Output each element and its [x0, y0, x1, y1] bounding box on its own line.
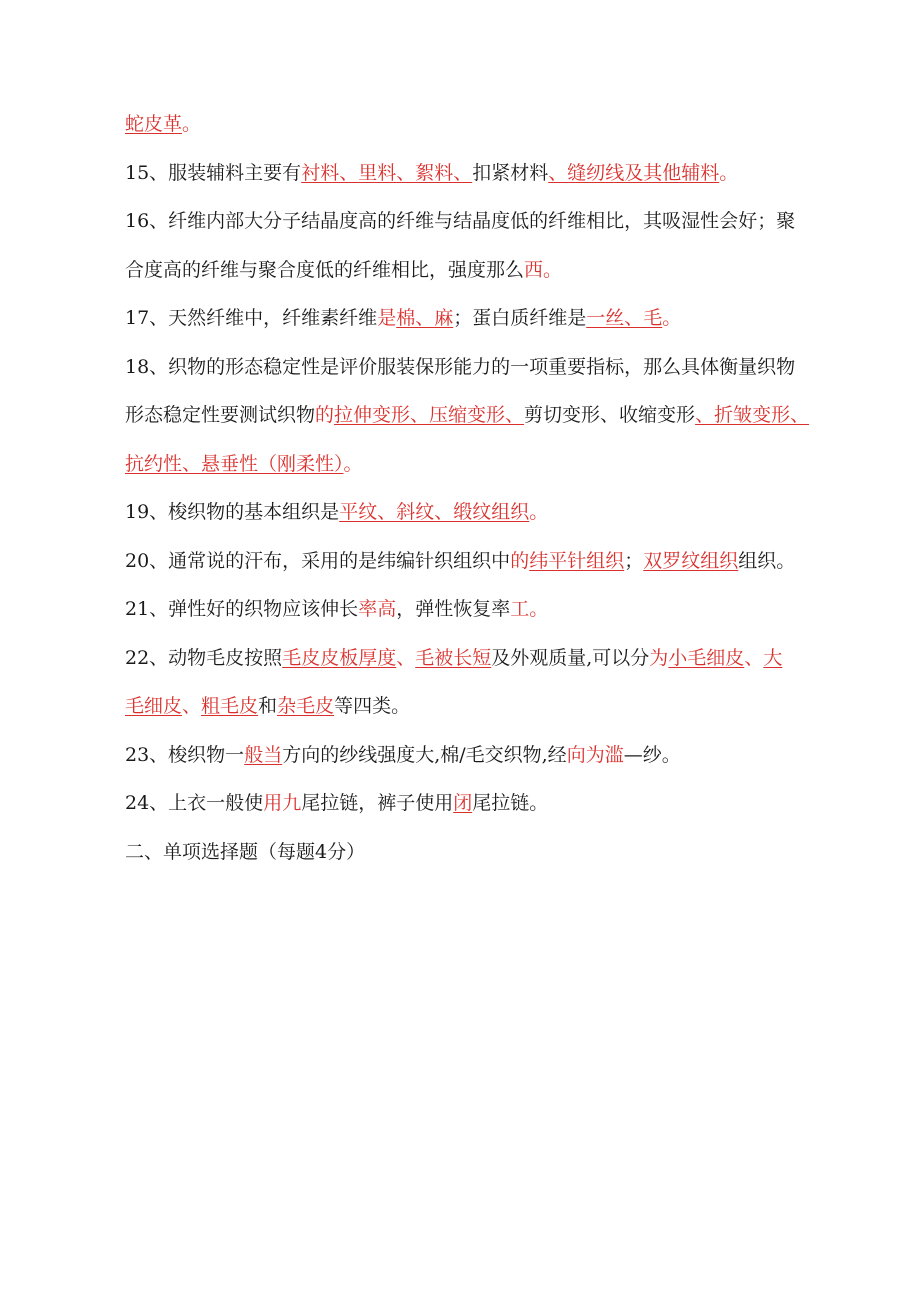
question-text: 剪切变形、收缩变形: [524, 404, 696, 426]
answer-text: 、: [396, 646, 416, 669]
question-text: 尾拉链，裤子使用: [301, 792, 454, 814]
question-text: 24、上衣一般使: [125, 792, 264, 814]
question-text: 尾拉链。: [472, 792, 549, 814]
question-text: 22、动物毛皮按照: [125, 646, 283, 669]
text-line: [125, 840, 840, 865]
text-line: [125, 355, 840, 380]
question-text: 及外观质量,可以分: [491, 646, 650, 669]
answer-text: 是: [377, 307, 397, 329]
answer-text: 、缝纫线及其他辅料: [548, 161, 720, 184]
answer-text: 小毛细皮: [668, 646, 745, 669]
question-list: [125, 112, 840, 888]
text-line: [125, 112, 840, 137]
text-line: [125, 403, 840, 428]
answer-text: 。: [529, 501, 549, 523]
answer-text: 一丝、毛: [586, 307, 663, 329]
answer-text: 毛细皮: [125, 695, 183, 717]
answer-text: 。: [343, 452, 363, 475]
answer-text: 双罗纹组织: [643, 549, 739, 572]
text-line: [125, 646, 840, 671]
question-text: 20、通常说的汗布，采用的是纬编针织组织中: [125, 549, 511, 572]
answer-text: 平纹、斜纹、缎纹组织: [339, 501, 530, 523]
text-line: [125, 258, 840, 283]
answer-text: 西: [524, 258, 544, 281]
answer-text: 衬料、里料、絮料、: [301, 161, 473, 184]
question-text: ，弹性恢复率: [396, 598, 511, 620]
question-text: ；: [624, 549, 644, 572]
answer-text: 。: [719, 161, 739, 184]
answer-text: 抗约性、悬垂性（刚柔性）: [125, 452, 344, 475]
answer-text: 般当: [244, 743, 283, 766]
question-text: ；蛋白质纤维是: [453, 307, 587, 329]
question-text: —纱。: [623, 743, 681, 766]
answer-text: 、折皱变形、: [695, 404, 810, 426]
answer-text: 。: [182, 113, 202, 135]
answer-text: 。: [529, 598, 549, 620]
answer-text: 向为滥: [566, 743, 624, 766]
answer-text: 、: [744, 646, 764, 669]
question-text: 二、单项选择题（每题4分）: [125, 840, 366, 863]
answer-text: 率高: [358, 598, 397, 620]
answer-text: 毛皮皮板厚度: [282, 646, 397, 669]
answer-text: 为: [649, 646, 669, 669]
text-line: [125, 500, 840, 525]
text-line: [125, 791, 840, 816]
text-line: [125, 209, 840, 234]
question-text: 等四类。: [334, 695, 411, 717]
text-line: [125, 597, 840, 622]
question-text: 21、弹性好的织物应该伸长: [125, 598, 359, 620]
answer-text: 闭: [453, 792, 473, 814]
text-line: [125, 452, 840, 477]
text-line: [125, 549, 840, 574]
answer-text: 。: [543, 258, 563, 281]
question-text: 15、服装辅料主要有: [125, 161, 302, 184]
answer-text: 工: [510, 598, 530, 620]
text-line: [125, 306, 840, 331]
question-text: 17、天然纤维中，纤维素纤维: [125, 307, 378, 329]
question-text: ；聚: [757, 210, 796, 232]
answer-text: 拉伸变形、压缩变形、: [334, 404, 525, 426]
answer-text: 纬平针组织: [529, 549, 625, 572]
text-line: [125, 694, 840, 719]
question-text: 会好: [719, 210, 758, 232]
answer-text: 杂毛皮: [277, 695, 335, 717]
question-text: 方向的纱线强度大,棉/毛交织物,经: [282, 743, 567, 766]
question-text: 形态稳定性要测试织物: [125, 404, 316, 426]
question-text: 组织。: [738, 549, 796, 572]
question-text: 19、梭织物的基本组织是: [125, 501, 340, 523]
answer-text: 棉、麻: [396, 307, 454, 329]
question-text: 18、织物的形态稳定性是评价服装保形能力的一项重要指标，那么具体衡量织物: [125, 355, 796, 378]
question-text: 16、纤维内部大分子结晶度高的纤维与结晶度低的纤维相比，其吸湿性: [125, 210, 720, 232]
answer-text: 粗毛皮: [201, 695, 259, 717]
answer-text: 毛被长短: [415, 646, 492, 669]
answer-text: 蛇皮革: [125, 113, 183, 135]
question-text: 和: [258, 695, 278, 717]
answer-text: 用九: [263, 792, 302, 814]
answer-text: 。: [662, 307, 682, 329]
text-line: [125, 161, 840, 186]
answer-text: 的: [315, 404, 335, 426]
question-text: 23、梭织物一: [125, 743, 245, 766]
text-line: [125, 743, 840, 768]
question-text: 合度高的纤维与聚合度低的纤维相比，强度那么: [125, 258, 525, 281]
answer-text: 的: [510, 549, 530, 572]
question-text: 扣紧材料: [472, 161, 549, 184]
answer-text: 、: [182, 695, 202, 717]
answer-text: 大: [763, 646, 783, 669]
